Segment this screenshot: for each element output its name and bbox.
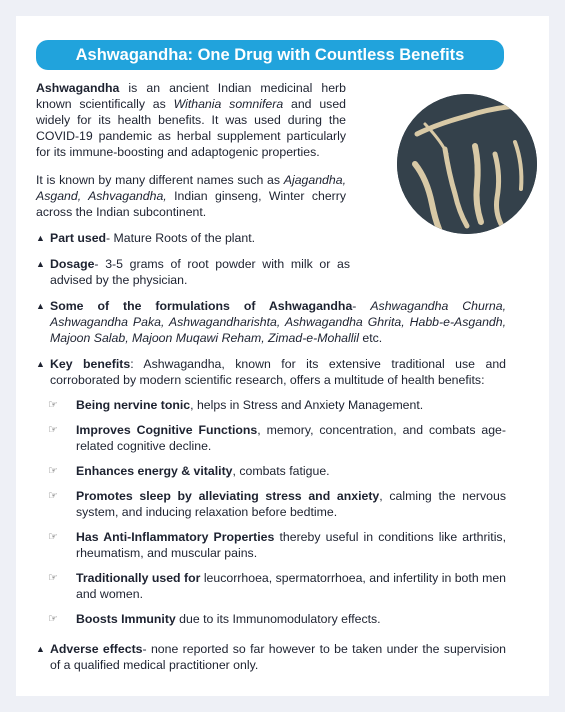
dosage-label: Dosage (50, 257, 95, 271)
title-banner: Ashwagandha: One Drug with Countless Benefits (36, 40, 504, 70)
pointing-hand-icon: ☞ (48, 613, 58, 625)
benefit-bold: Has Anti-Inflammatory Properties (76, 530, 275, 544)
benefit-item (48, 463, 506, 479)
scientific-name: Withania somnifera (173, 97, 284, 111)
pointing-hand-icon: ☞ (48, 572, 58, 584)
up-arrowhead-icon: ▲ (36, 301, 45, 311)
names-text-2: Indian ginseng, Winter cherry across the Indian subcontinent. (36, 189, 346, 219)
key-benefits-text: : Ashwagandha, known for its extensive traditional use and corroborated by modern scientific research, offers a multitude of health benefits: (50, 357, 507, 387)
benefit-bold: Enhances energy & vitality (76, 464, 233, 478)
benefit-item (48, 422, 506, 454)
pointing-hand-icon: ☞ (48, 399, 58, 411)
benefit-bold: Boosts Immunity (76, 612, 176, 626)
page (16, 16, 549, 696)
benefit-text: , helps in Stress and Anxiety Management. (190, 398, 424, 412)
formulations-item (36, 298, 506, 346)
benefit-bold: Being nervine tonic (76, 398, 191, 412)
adverse-effects-item (36, 641, 506, 673)
names-paragraph (36, 172, 346, 220)
up-arrowhead-icon: ▲ (36, 233, 45, 243)
benefit-item (48, 611, 506, 627)
benefit-text: due to its Immunomodulatory effects. (175, 612, 381, 626)
formulations-tail: etc. (358, 331, 383, 345)
adverse-effects-label: Adverse effects (50, 642, 143, 656)
dosage-item (36, 256, 350, 288)
benefit-bold: Improves Cognitive Functions (76, 423, 258, 437)
pointing-hand-icon: ☞ (48, 490, 58, 502)
benefit-text: , memory, concentration, and combats age-related cognitive decline. (76, 423, 506, 453)
intro-text-1: is an ancient Indian medicinal herb known scientifically as (36, 81, 346, 111)
benefit-item (48, 488, 506, 520)
herb-name: Ashwagandha (36, 81, 120, 95)
pointing-hand-icon: ☞ (48, 465, 58, 477)
benefit-text: , combats fatigue. (232, 464, 330, 478)
dosage-text: - 3-5 grams of root powder with milk or as advised by the physician. (50, 257, 350, 287)
formulations-list: Ashwagandha Churna, Ashwagandha Paka, Ashwagandharishta, Ashwagandha Ghrita, Habb-e-Asgandh, Majoon Salab, Majoon Muqawi Reham, Zimad-e-Mohallil (50, 299, 507, 345)
pointing-hand-icon: ☞ (48, 531, 58, 543)
benefit-item (48, 570, 506, 602)
key-benefits-item (36, 356, 506, 388)
key-benefits-label: Key benefits (50, 357, 131, 371)
benefit-text: leucorrhoea, spermatorrhoea, and infertility in both men and women. (76, 571, 507, 601)
benefit-item (48, 397, 506, 413)
formulations-dash: - (352, 299, 371, 313)
formulations-label: Some of the formulations of Ashwagandha (50, 299, 353, 313)
benefit-bold: Promotes sleep by alleviating stress and anxiety (76, 489, 380, 503)
pointing-hand-icon: ☞ (48, 424, 58, 436)
names-list: Ajagandha, Asgand, Ashvagandha, (36, 173, 346, 203)
benefit-bold: Traditionally used for (76, 571, 201, 585)
intro-paragraph (36, 80, 346, 160)
part-used-text: - Mature Roots of the plant. (106, 231, 256, 245)
up-arrowhead-icon: ▲ (36, 359, 45, 369)
benefit-text: thereby useful in conditions like arthritis, rheumatism, and muscular pains. (76, 530, 506, 560)
up-arrowhead-icon: ▲ (36, 644, 45, 654)
part-used-item (36, 230, 350, 246)
part-used-label: Part used (50, 231, 107, 245)
benefit-item (48, 529, 506, 561)
names-text-1: It is known by many different names such as (36, 173, 284, 187)
adverse-effects-text: - none reported so far however to be taken under the supervision of a qualified medical practitioner only. (50, 642, 506, 672)
up-arrowhead-icon: ▲ (36, 259, 45, 269)
content (36, 80, 506, 673)
benefit-text: , calming the nervous system, and inducing relaxation before bedtime. (76, 489, 506, 519)
intro-text-2: and used widely for its health benefits. It was used during the COVID-19 pandemic as herbal supplement particularly for its immune-boosting and adaptogenic properties. (36, 97, 346, 159)
